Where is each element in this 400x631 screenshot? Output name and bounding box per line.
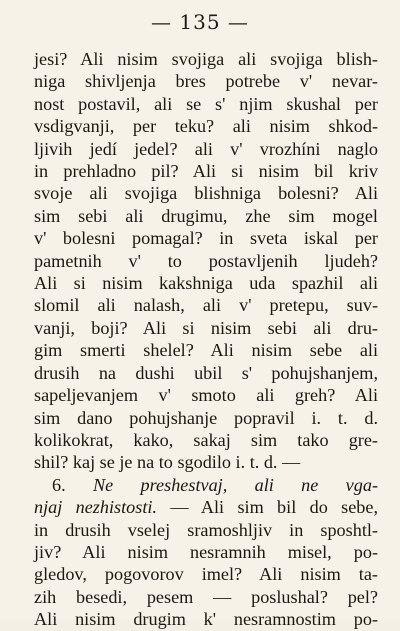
text-line: vanji, boji? Ali si nisim sebi ali dru- bbox=[34, 317, 378, 338]
text-line: Ali si nisim kakshniga uda spazhil ali bbox=[34, 273, 378, 294]
text-line: v' bolesni pomagal? in sveta iskal per bbox=[34, 228, 378, 249]
text-line: kolikokrat, kako, sakaj sim tako gre- bbox=[34, 429, 378, 450]
text-line: drusih na dushi ubil s' pohujshanjem, bbox=[34, 362, 378, 383]
text-line: in drusih vselej sramoshljiv in sposhtl- bbox=[34, 519, 378, 540]
text-line: Ali nisim drugim k' nesramnostim po- bbox=[34, 609, 378, 630]
text-line: gim smerti shelel? Ali nisim sebe ali bbox=[34, 340, 378, 361]
section-heading: njaj nezhistosti. bbox=[34, 497, 157, 518]
page-number: — 135 — bbox=[151, 10, 249, 34]
text-line: slomil ali nalash, ali v' pretepu, suv- bbox=[34, 295, 378, 316]
text-line: in prehladno pil? Ali si nisim bil kriv bbox=[34, 161, 378, 182]
section-number: 6. bbox=[52, 474, 66, 495]
text-line: ljivih jedí jedel? ali v' vrozhíni naglo bbox=[34, 138, 378, 159]
text-line: pametnih v' to postavljenih ljudeh? bbox=[34, 250, 378, 271]
text-fragment: — Ali sim bil do sebe, bbox=[170, 497, 378, 518]
text-line: shil? kaj se je na to sgodilo i. t. d. — bbox=[34, 452, 301, 473]
page-text bbox=[34, 48, 378, 631]
text-line: jiv? Ali nisim nesramnih misel, po- bbox=[34, 541, 378, 562]
text-line: jesi? Ali nisim svojiga ali svojiga blish- bbox=[34, 49, 378, 69]
section-heading-line bbox=[34, 474, 378, 496]
text-line: zih besedi, pesem — poslushal? pel? bbox=[34, 586, 378, 607]
text-line: gledov, pogovorov imel? Ali nisim ta- bbox=[34, 564, 378, 585]
text-line: niga shivljenja bres potrebe v' nevar- bbox=[34, 71, 378, 92]
section-heading: Ne preshestvaj, ali ne vga- bbox=[93, 474, 378, 495]
text-line: nost postavil, ali se s' njim skushal per bbox=[34, 93, 378, 114]
text-line: sim sebi ali drugimu, zhe sim mogel bbox=[34, 205, 378, 226]
text-line: svoje ali svojiga blishniga bolesni? Ali bbox=[34, 183, 378, 204]
text-line: sim dano pohujshanje popravil i. t. d. bbox=[34, 407, 378, 428]
section-heading-line bbox=[34, 496, 378, 518]
text-line: vsdigvanji, per teku? ali nisim shkod- bbox=[34, 116, 378, 137]
text-line: sapeljevanjem v' smoto ali greh? Ali bbox=[34, 385, 378, 406]
